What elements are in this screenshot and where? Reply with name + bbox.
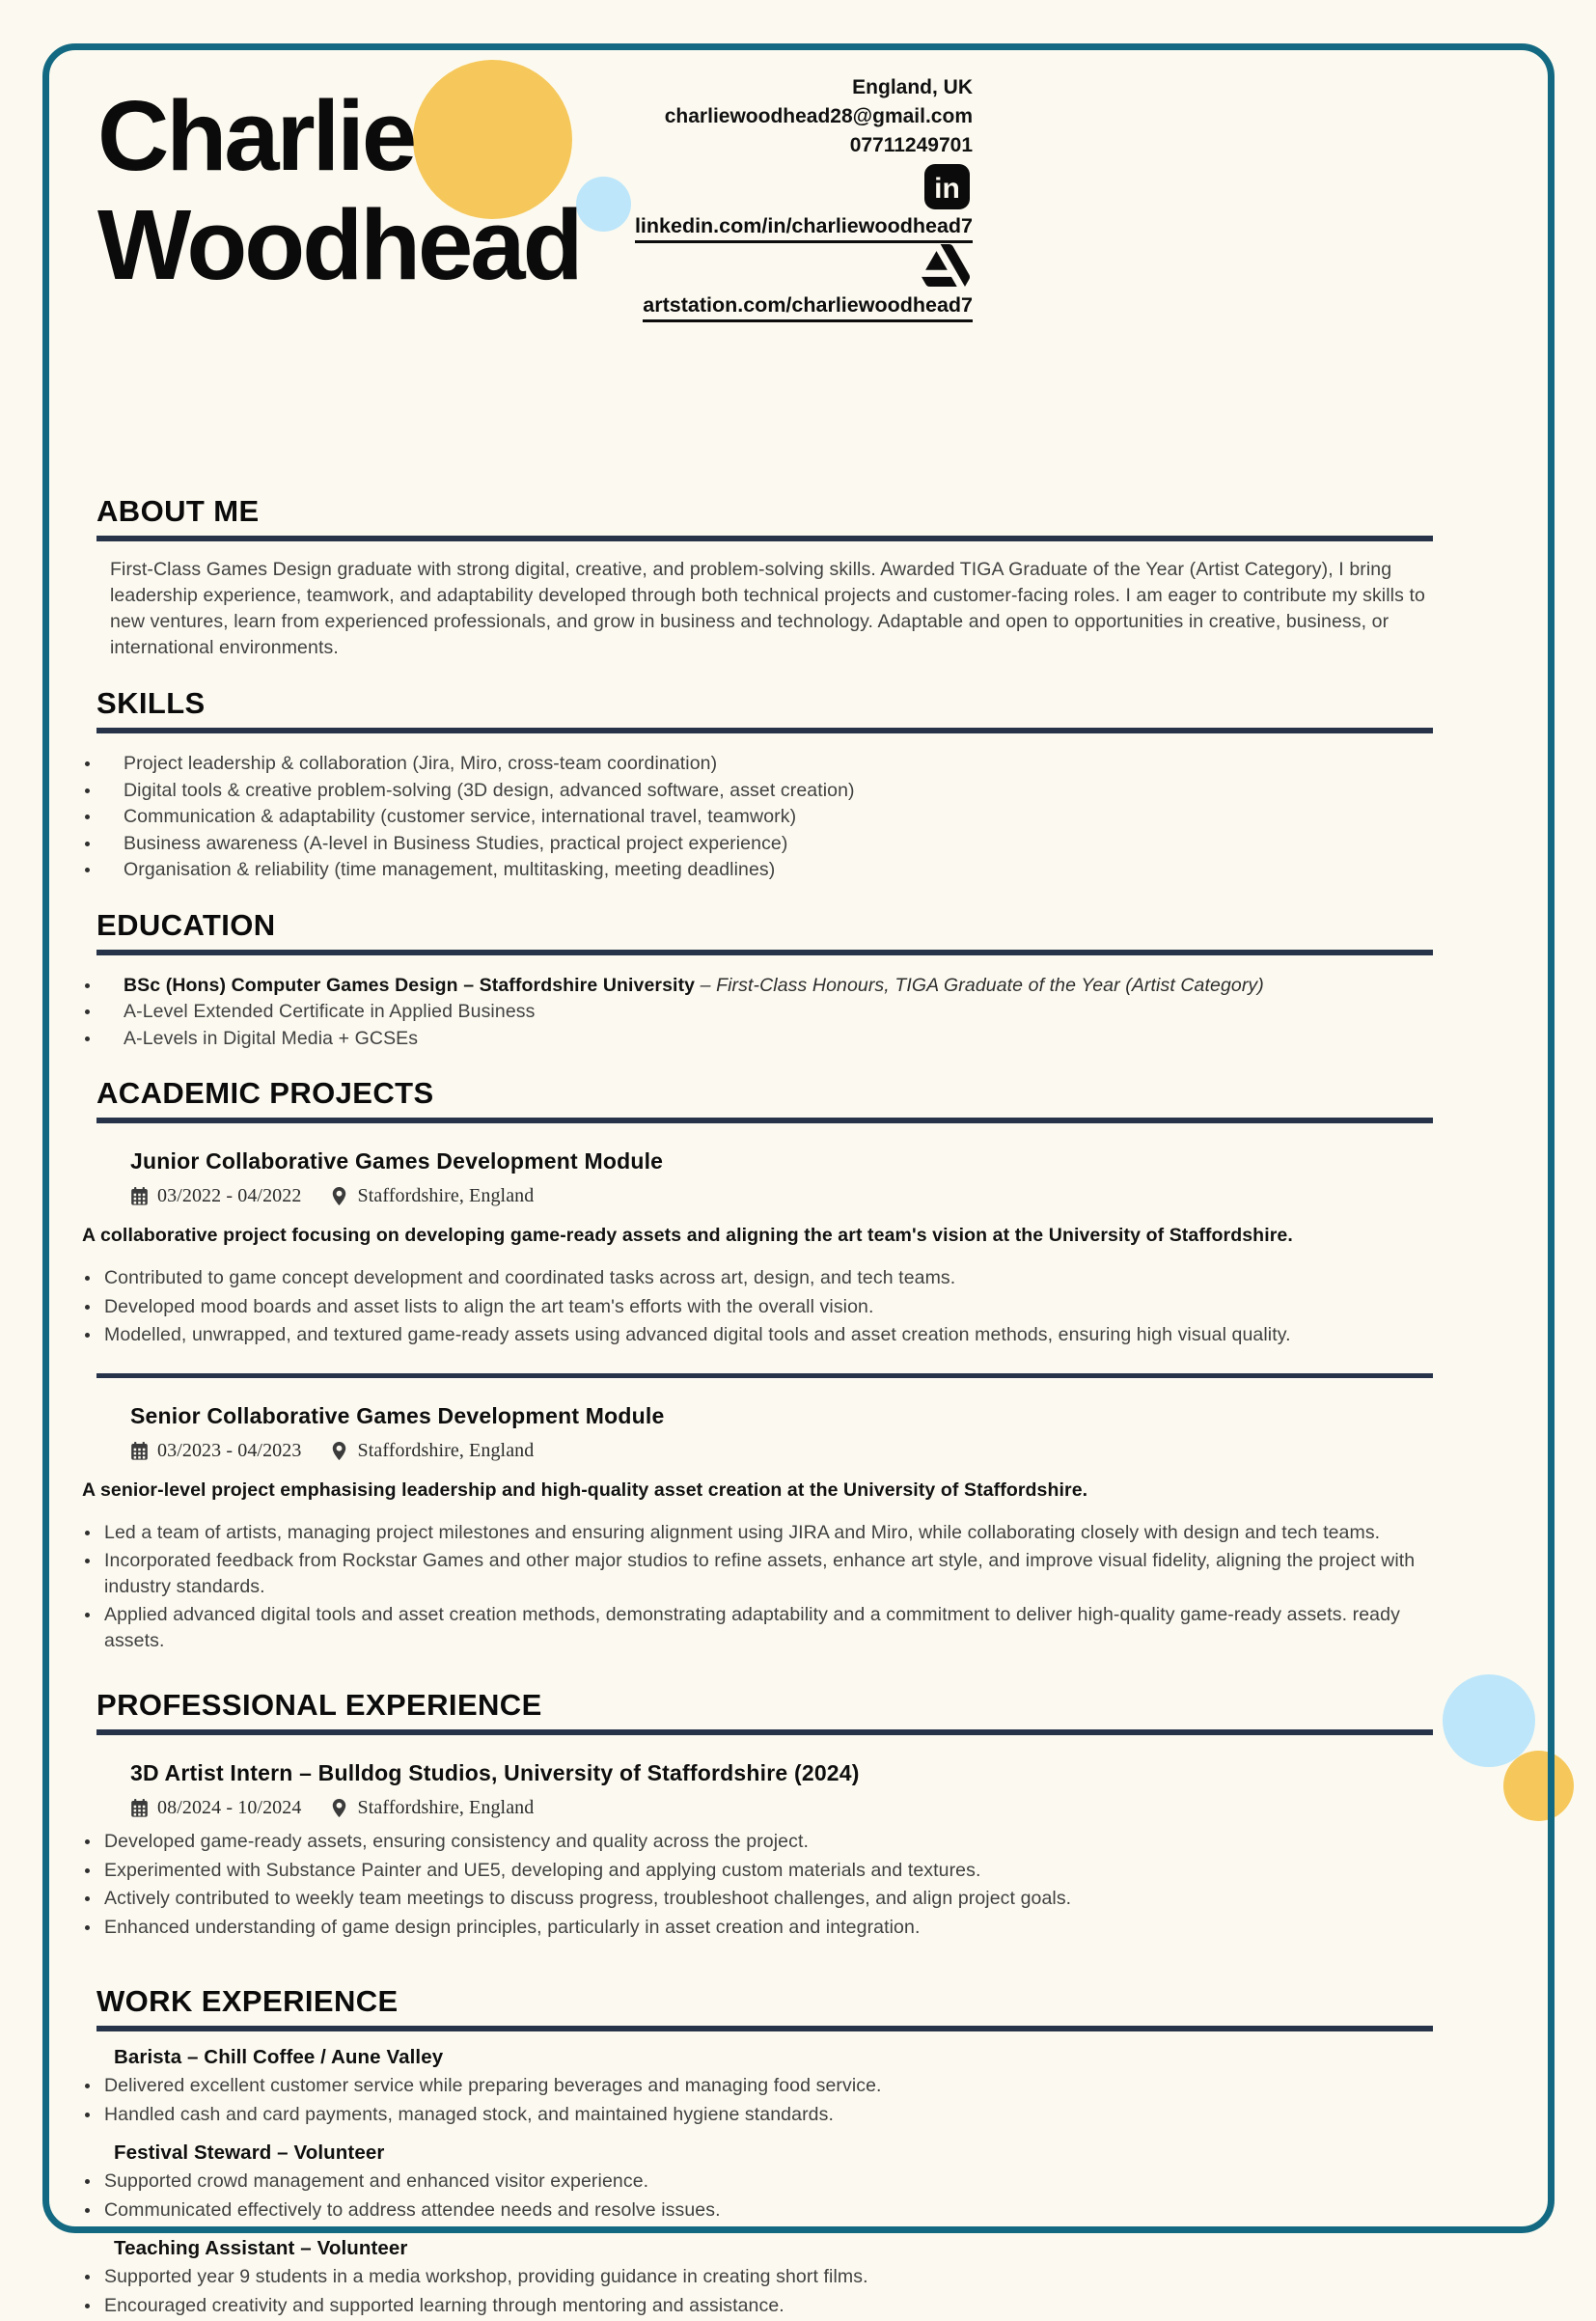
project-bullet: Led a team of artists, managing project milestones and ensuring alignment using JIRA and Miro, while collaborating closely with design and tech teams. (83, 1520, 1433, 1546)
artstation-link[interactable]: artstation.com/charliewoodhead7 (442, 293, 973, 322)
project-dates: 03/2022 - 04/2022 (157, 1185, 302, 1206)
contact-email: charliewoodhead28@gmail.com (664, 105, 973, 127)
skills-list (83, 751, 1433, 883)
resume-body (82, 494, 1433, 2321)
calendar-icon (130, 1799, 149, 1817)
project-bullet: Contributed to game concept development and coordinated tasks across art, design, and tech teams. (83, 1265, 1433, 1291)
map-pin-icon (330, 1442, 348, 1460)
skill-item: Organisation & reliability (time management, multitasking, meeting deadlines) (83, 857, 1433, 883)
job-bullet: Communicated effectively to address attendee needs and resolve issues. (83, 2197, 1433, 2224)
role-bullet: Developed game-ready assets, ensuring consistency and quality across the project. (83, 1829, 1433, 1855)
last-name: Woodhead (97, 189, 581, 300)
decorative-yellow-circle (1503, 1751, 1574, 1821)
contact-phone: 07711249701 (849, 134, 973, 156)
project-bullet: Applied advanced digital tools and asset creation methods, demonstrating adaptability and a commitment to deliver high-quality game-ready assets. ready assets. (83, 1602, 1433, 1653)
skill-item: Communication & adaptability (customer service, international travel, teamwork) (83, 804, 1433, 830)
artstation-icon[interactable] (922, 241, 970, 290)
project-bullet: Incorporated feedback from Rockstar Games and other major studios to refine assets, enhance art style, and improve visual fidelity, aligning the project with industry standards. (83, 1548, 1433, 1599)
job-title: Barista – Chill Coffee / Aune Valley (114, 2046, 444, 2068)
degree-honours: – First-Class Honours, TIGA Graduate of the Year (Artist Category) (695, 974, 1264, 996)
role-bullet: Actively contributed to weekly team meetings to discuss progress, troubleshoot challenges, and align project goals. (83, 1886, 1433, 1912)
job-bullet: Encouraged creativity and supported learning through mentoring and assistance. (83, 2293, 1433, 2319)
project-dates: 03/2023 - 04/2023 (157, 1439, 302, 1461)
section-title-education: EDUCATION (96, 907, 276, 942)
education-item: A-Level Extended Certificate in Applied Business (83, 999, 1433, 1025)
section-title-work: WORK EXPERIENCE (96, 1984, 399, 2018)
candidate-name (97, 81, 581, 299)
project-bullets (83, 1520, 1433, 1654)
section-title-professional: PROFESSIONAL EXPERIENCE (96, 1688, 542, 1722)
section-rule (96, 2026, 1433, 2031)
project-divider (96, 1373, 1433, 1378)
project-location: Staffordshire, England (357, 1439, 535, 1461)
first-name: Charlie (97, 80, 415, 191)
education-list (83, 973, 1433, 1052)
job-title: Festival Steward – Volunteer (114, 2141, 385, 2164)
education-item (83, 973, 1433, 999)
project-title: Junior Collaborative Games Development Module (130, 1148, 664, 1174)
job-bullets (83, 2073, 1433, 2127)
map-pin-icon (330, 1187, 348, 1205)
role-location: Staffordshire, England (357, 1797, 535, 1818)
project-summary: A collaborative project focusing on developing game-ready assets and aligning the art team's vision at the University of Staffordshire. (82, 1225, 1293, 1246)
job-bullet: Handled cash and card payments, managed stock, and maintained hygiene standards. (83, 2102, 1433, 2128)
role-meta (130, 1797, 1433, 1819)
job-title: Teaching Assistant – Volunteer (114, 2237, 408, 2259)
contact-block (538, 73, 973, 160)
about-paragraph: First-Class Games Design graduate with strong digital, creative, and problem-solving skills. Awarded TIGA Graduate of the Year (Artist Category), I bring leadership experience, teamwork, and adaptability developed through both technical projects and customer-facing roles. I am eager to contribute my skills to new ventures, learn from experienced professionals, and grow in business and technology. Adaptable and open to opportunities in creative, business, or international environments. (110, 559, 1425, 658)
job-bullets (83, 2169, 1433, 2223)
project-bullet: Developed mood boards and asset lists to align the art team's efforts with the overall vision. (83, 1294, 1433, 1320)
calendar-icon (130, 1187, 149, 1205)
project-meta (130, 1440, 1433, 1462)
project-location: Staffordshire, England (357, 1185, 535, 1206)
skill-item: Project leadership & collaboration (Jira, Miro, cross-team coordination) (83, 751, 1433, 777)
project-bullet: Modelled, unwrapped, and textured game-ready assets using advanced digital tools and asset creation methods, ensuring high visual quality. (83, 1322, 1433, 1348)
job-bullets (83, 2264, 1433, 2318)
contact-location: England, UK (852, 76, 973, 98)
linkedin-link[interactable]: linkedin.com/in/charliewoodhead7 (442, 214, 973, 243)
section-title-skills: SKILLS (96, 686, 206, 720)
section-rule (96, 1729, 1433, 1735)
section-rule (96, 536, 1433, 541)
section-rule (96, 1118, 1433, 1123)
project-bullets (83, 1265, 1433, 1348)
project-summary: A senior-level project emphasising leadership and high-quality asset creation at the University of Staffordshire. (82, 1478, 1088, 1501)
education-item: A-Levels in Digital Media + GCSEs (83, 1026, 1433, 1052)
job-bullet: Supported crowd management and enhanced visitor experience. (83, 2169, 1433, 2195)
skill-item: Digital tools & creative problem-solving (3D design, advanced software, asset creation) (83, 778, 1433, 804)
section-title-about: ABOUT ME (96, 494, 260, 528)
degree-name: BSc (Hons) Computer Games Design – Staffordshire University (124, 974, 696, 996)
section-title-academic-projects: ACADEMIC PROJECTS (96, 1076, 434, 1110)
project-title: Senior Collaborative Games Development Module (130, 1402, 665, 1428)
linkedin-icon[interactable]: in (924, 164, 970, 209)
calendar-icon (130, 1442, 149, 1460)
role-dates: 08/2024 - 10/2024 (157, 1797, 302, 1818)
decorative-blue-circle (1443, 1674, 1535, 1767)
role-bullet: Enhanced understanding of game design principles, particularly in asset creation and integration. (83, 1915, 1433, 1941)
section-rule (96, 728, 1433, 733)
map-pin-icon (330, 1799, 348, 1817)
section-rule (96, 950, 1433, 955)
role-bullets (83, 1829, 1433, 1940)
skill-item: Business awareness (A-level in Business Studies, practical project experience) (83, 831, 1433, 857)
job-bullet: Supported year 9 students in a media workshop, providing guidance in creating short films. (83, 2264, 1433, 2290)
job-bullet: Delivered excellent customer service while preparing beverages and managing food service. (83, 2073, 1433, 2099)
project-meta (130, 1185, 1433, 1207)
role-title: 3D Artist Intern – Bulldog Studios, University of Staffordshire (2024) (130, 1760, 860, 1785)
role-bullet: Experimented with Substance Painter and UE5, developing and applying custom materials and textures. (83, 1858, 1433, 1884)
